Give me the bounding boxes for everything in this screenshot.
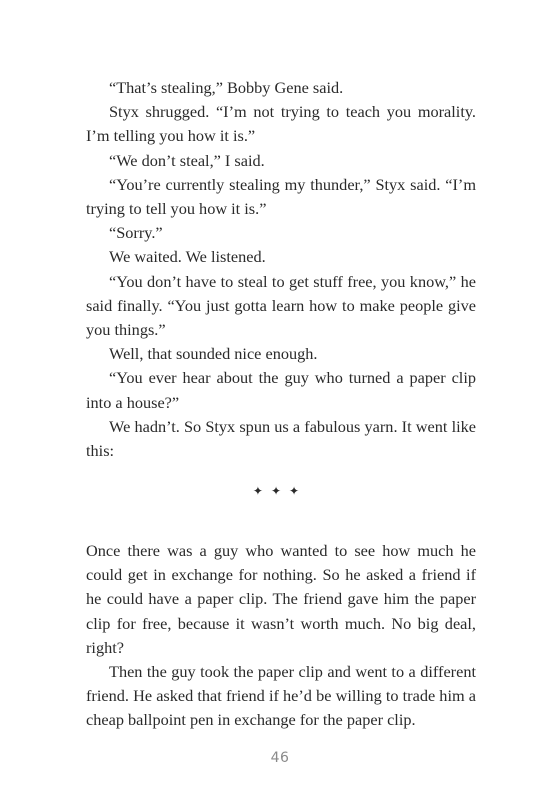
paragraph: We hadn’t. So Styx spun us a fabulous yarn. It went like this: xyxy=(86,416,476,461)
paragraph: “You don’t have to steal to get stuff free, you know,” he said finally. “You just gotta learn how to make people give you things.” xyxy=(86,271,476,340)
paragraph: Once there was a guy who wanted to see how much he could get in exchange for nothing. So he asked a friend if he could have a paper clip. The friend gave him the paper clip for free, because it wasn’t worth much. No big deal, right? xyxy=(86,541,476,657)
paragraph: “Sorry.” xyxy=(109,223,163,243)
paragraph: Styx shrugged. “I’m not trying to teach you morality. I’m telling you how it is.” xyxy=(86,102,476,146)
paragraph: “That’s stealing,” Bobby Gene said. xyxy=(109,78,344,97)
page-number: 46 xyxy=(270,750,290,766)
paragraph: Well, that sounded nice enough. xyxy=(109,344,318,364)
paragraph: “You’re currently stealing my thunder,” Styx said. “I’m trying to tell you how it is.” xyxy=(86,174,476,219)
paragraph: Then the guy took the paper clip and went to a different friend. He asked that friend if he’d be willing to trade him a cheap ballpoint pen in exchange for the paper clip. xyxy=(86,662,476,730)
dialogue-section xyxy=(86,76,476,463)
section-break-ornament: ✦✦✦ xyxy=(252,484,308,498)
paragraph: “We don’t steal,” I said. xyxy=(109,150,265,170)
story-section xyxy=(86,539,476,733)
paragraph: We waited. We listened. xyxy=(109,247,266,267)
paragraph: “You ever hear about the guy who turned a paper clip into a house?” xyxy=(86,368,476,412)
